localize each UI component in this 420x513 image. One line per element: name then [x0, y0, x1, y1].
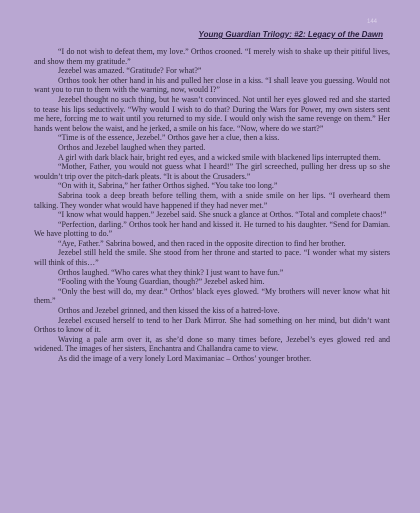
paragraph: “Only the best will do, my dear.” Orthos’ black eyes glowed. “My brothers will never know what hit them.” — [34, 286, 390, 306]
paragraph: “Aye, Father.” Sabrina bowed, and then raced in the opposite direction to find her brother. — [58, 238, 346, 248]
paragraph: “I know what would happen.” Jezebel said. She snuck a glance at Orthos. “Total and complete chaos!” — [58, 210, 387, 220]
paragraph: A girl with dark black hair, bright red eyes, and a wicked smile with blackened lips interrupted them. — [58, 152, 381, 162]
paragraph: Sabrina took a deep breath before telling them, with a snide smile on her lips. “I overheard them talking. They wonder what would have happened if they had never met.” — [34, 190, 390, 210]
paragraph: Orthos took her other hand in his and pulled her close in a kiss. “I shall leave you guessing. Would not want you to run to them with the warning, now, would I?” — [34, 75, 390, 95]
paragraph: Jezebel excused herself to tend to her Dark Mirror. She had something on her mind, but didn’t want Orthos to know of it. — [34, 315, 390, 335]
page-number: 144 — [367, 19, 378, 25]
paragraph: “Fooling with the Young Guardian, though?” Jezebel asked him. — [58, 277, 265, 287]
body-text — [34, 47, 390, 364]
paragraph: Waving a pale arm over it, as she’d done so many times before, Jezebel’s eyes glowed red and widened. The images of her sisters, Enchantra and Challandra came to view. — [34, 334, 390, 354]
paragraph: “Mother, Father, you would not guess what I heard!” The girl screeched, pulling her dress up so she wouldn’t trip over the pitch-dark pleats. “It is about the Crusaders.” — [34, 162, 390, 181]
paragraph: As did the image of a very lonely Lord Maximaniac – Orthos’ younger brother. — [58, 354, 312, 363]
paragraph: Orthos and Jezebel laughed when they parted. — [58, 142, 206, 152]
paragraph: “I do not wish to defeat them, my love.” Orthos crooned. “I merely wish to shake up their pitiful lives, and show them my gratitude.” — [34, 47, 390, 66]
paragraph: Orthos and Jezebel grinned, and then kissed the kiss of a hatred-love. — [58, 306, 280, 316]
paragraph: “Perfection, darling.” Orthos took her hand and kissed it. He turned to his daughter. “Send for Damian. We have plotting to do.” — [34, 219, 390, 239]
paragraph: Orthos laughed. “Who cares what they think? I just want to have fun.” — [58, 267, 284, 277]
paragraph: Jezebel thought no such thing, but he wasn’t convinced. Not until her eyes glowed red and she started to tease his lips seductively. “Why would I wish to do that? During the Wars for Power, my own sisters sent me here, forcing me to wait until you returned to my side. I would only wish the same revenge on them.” Her hands went below the waist, and he jerked, a smile on his face. “Now, where do we start?” — [34, 94, 390, 133]
paragraph: “On with it, Sabrina,” her father Orthos sighed. “You take too long.” — [58, 181, 278, 191]
running-header: Young Guardian Trilogy: #2: Legacy of the Dawn — [198, 30, 383, 39]
paragraph: Jezebel was amazed. “Gratitude? For what?” — [58, 66, 202, 76]
paragraph: Jezebel still held the smile. She stood from her throne and started to pace. “I wonder what my sisters will think of this…” — [34, 248, 390, 268]
paragraph: “Time is of the essence, Jezebel.” Orthos gave her a clue, then a kiss. — [58, 133, 280, 143]
